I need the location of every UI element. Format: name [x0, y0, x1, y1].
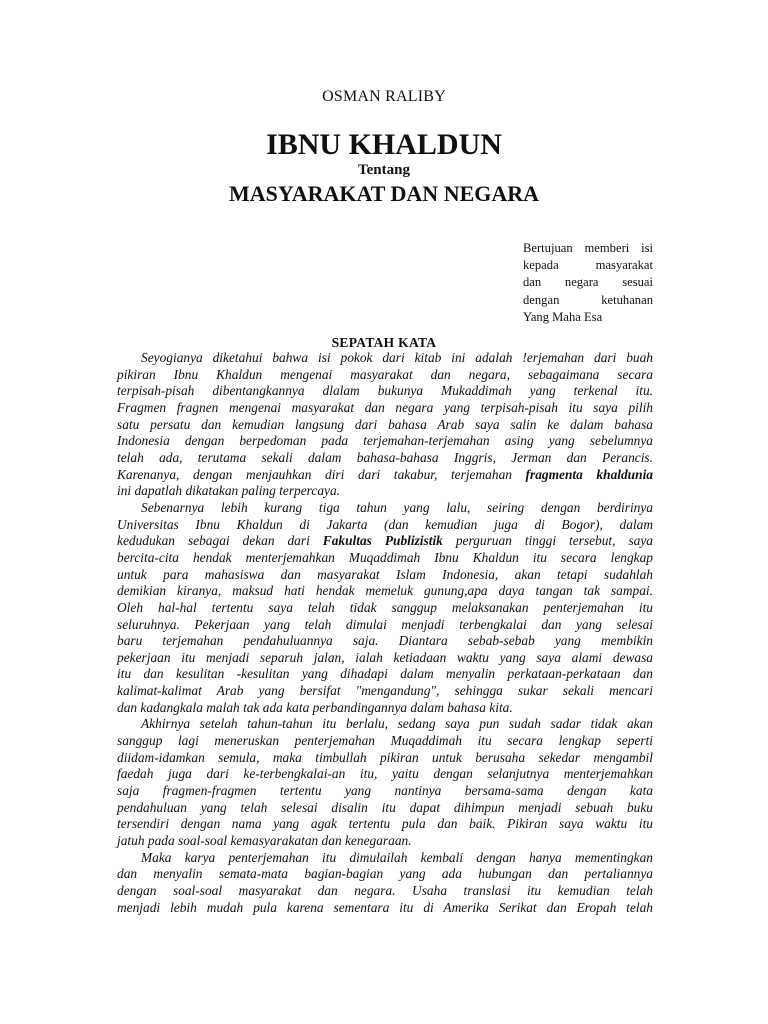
- text-run: pekerjaan itu menjadi separuh jalan, ialah ketiadaan waktu yang saya alami dewasa: [117, 649, 653, 665]
- bold-text-run: Fakultas Publizistik: [322, 533, 443, 549]
- epigraph-line: Yang Maha Esa: [523, 309, 603, 324]
- text-line: [117, 900, 653, 917]
- text-line: [117, 533, 653, 550]
- text-run: faedah juga dari ke-terbengkalai-an itu, yaitu dengan selanjutnya menterjemahkan: [117, 766, 653, 782]
- text-line: [117, 600, 653, 617]
- text-run: seluruhnya. Pekerjaan yang telah dimulai menjadi terbengkalai dan yang selesai: [117, 616, 653, 632]
- epigraph-line: dan negara sesuai: [523, 275, 653, 290]
- text-line: [117, 383, 653, 400]
- text-run: Seyogianya diketahui bahwa isi pokok dari kitab ini adalah !erjemahan dari buah: [141, 350, 653, 365]
- text-line: [117, 400, 653, 417]
- text-line: [117, 517, 653, 534]
- text-run: saja fragmen-fragmen tertentu yang nantinya bersama-sama dengan kata: [117, 783, 653, 799]
- epigraph: [523, 240, 653, 326]
- text-run: Oleh hal-hal tertentu saya telah tidak sanggup melaksanakan penterjemahan itu: [117, 599, 653, 615]
- text-run: tersendiri dengan nama yang agak tertentu pula dan baik. Pikiran saya waktu itu: [117, 816, 653, 832]
- text-run: perguruan tinggi tersebut, saya: [442, 533, 653, 549]
- text-line: [117, 783, 653, 800]
- text-line: [117, 550, 653, 567]
- book-title: IBNU KHALDUN: [266, 128, 502, 161]
- text-line: [117, 467, 653, 484]
- text-run: Indonesia dengan berpedoman pada terjemahan-terjemahan asing yang sebelumnya: [117, 433, 653, 449]
- text-line: [117, 816, 653, 833]
- text-line: [117, 766, 653, 783]
- text-line: [117, 567, 653, 584]
- text-line: [117, 666, 653, 683]
- paragraph: [117, 850, 653, 917]
- text-run: dan menyalin semata-mata bagian-bagian yang ada hubungan dan pertaliannya: [117, 866, 653, 882]
- text-line: [117, 367, 653, 384]
- text-line: [117, 850, 653, 867]
- epigraph-line: Bertujuan memberi isi: [523, 241, 653, 255]
- text-run: Fragmen fragnen mengenai masyarakat dan negara yang terpisah-pisah itu saya pilih: [117, 399, 653, 415]
- text-line: [117, 450, 653, 467]
- text-run: Universitas Ibnu Khaldun di Jakarta (dan kemudian juga di Bogor), dalam: [117, 516, 653, 532]
- text-line: [117, 650, 653, 667]
- text-line: [117, 833, 653, 850]
- text-run: terpisah-pisah dibentangkannya dlalam bukunya Mukaddimah yang terkenal itu.: [117, 383, 653, 399]
- title-connector: Tentang: [358, 162, 410, 178]
- text-line: [117, 500, 653, 517]
- paragraph: [117, 350, 653, 500]
- text-line: [117, 633, 653, 650]
- book-subtitle: MASYARAKAT DAN NEGARA: [228, 181, 540, 206]
- text-line: [117, 350, 653, 367]
- text-run: untuk para mahasiswa dan masyarakat Islam Indonesia, akan tetapi sudahlah: [117, 566, 653, 582]
- paragraph: [117, 716, 653, 849]
- text-line: [117, 700, 653, 717]
- text-line: [117, 433, 653, 450]
- text-run: sanggup lagi meneruskan penterjemahan Muqaddimah itu secara lengkap seperti: [117, 733, 653, 749]
- text-run: Akhirnya setelah tahun-tahun itu berlalu, sedang saya pun sudah sadar tidak akan: [141, 716, 653, 732]
- text-line: [117, 683, 653, 700]
- epigraph-line: kepada masyarakat: [523, 258, 653, 273]
- text-line: [117, 716, 653, 733]
- bold-text-run: fragmenta khaldunia: [525, 466, 653, 482]
- text-run: bercita-cita hendak menterjemahkan Muqaddimah Ibnu Khaldun itu secara lengkap: [117, 549, 653, 565]
- body-text: [117, 350, 653, 916]
- text-line: [117, 883, 653, 900]
- text-run: jatuh pada soal-soal kemasyarakatan dan kenegaraan.: [117, 833, 412, 849]
- text-line: [117, 750, 653, 767]
- paragraph: [117, 500, 653, 717]
- text-run: pendahuluan yang telah selesai disalin itu dapat dihimpun menjadi sebuah buku: [117, 799, 653, 815]
- text-run: Karenanya, dengan menjauhkan diri dari takabur, terjemahan: [117, 466, 526, 482]
- text-line: [117, 417, 653, 434]
- text-run: telah ada, terutama sekali dalam bahasa-bahasa Inggris, Jerman dan Perancis.: [117, 449, 653, 465]
- text-run: dan kadangkala malah tak ada kata perbandingannya dalam bahasa kita.: [117, 699, 513, 715]
- text-line: [117, 583, 653, 600]
- text-line: [117, 866, 653, 883]
- text-line: [117, 617, 653, 634]
- author-name: OSMAN RALIBY: [322, 88, 446, 105]
- text-run: dengan soal-soal masyarakat dan negara. Usaha translasi itu kemudian telah: [117, 883, 653, 898]
- text-run: diidam-idamkan semula, maka timbullah pikiran untuk berusaha sekedar mengambil: [117, 749, 653, 765]
- text-run: itu dan kesulitan -kesulitan yang dihadapi dalam menyalin perkataan-perkataan dan: [117, 666, 653, 682]
- text-run: Maka karya penterjemahan itu dimulailah kembali dengan hanya mementingkan: [141, 849, 653, 865]
- text-run: pikiran Ibnu Khaldun mengenai masyarakat dan negara, sebagaimana secara: [117, 366, 653, 382]
- text-run: demikian kiranya, maksud hati hendak memeluk gunung,apa daya tangan tak sampai.: [117, 583, 653, 599]
- text-run: ini dapatlah dikatakan paling terpercaya.: [117, 483, 341, 499]
- text-line: [117, 483, 653, 500]
- text-run: satu persatu dan kemudian langsung dari bahasa Arab saya salin ke dalam bahasa: [117, 416, 653, 432]
- epigraph-line: dengan ketuhanan: [523, 292, 653, 307]
- section-heading: SEPATAH KATA: [331, 335, 437, 350]
- text-run: menjadi lebih mudah pula karena sementara itu di Amerika Serikat dan Eropah telah: [117, 899, 653, 915]
- text-line: [117, 733, 653, 750]
- text-run: baru terjemahan pendahuluannya saja. Diantara sebab-sebab yang membikin: [117, 633, 653, 649]
- text-run: kalimat-kalimat Arab yang bersifat "mengandung", sehingga sukar sekali mencari: [117, 683, 653, 699]
- text-line: [117, 800, 653, 817]
- text-run: Sebenarnya lebih kurang tiga tahun yang lalu, seiring dengan berdirinya: [141, 499, 653, 515]
- text-run: kedudukan sebagai dekan dari: [117, 533, 323, 549]
